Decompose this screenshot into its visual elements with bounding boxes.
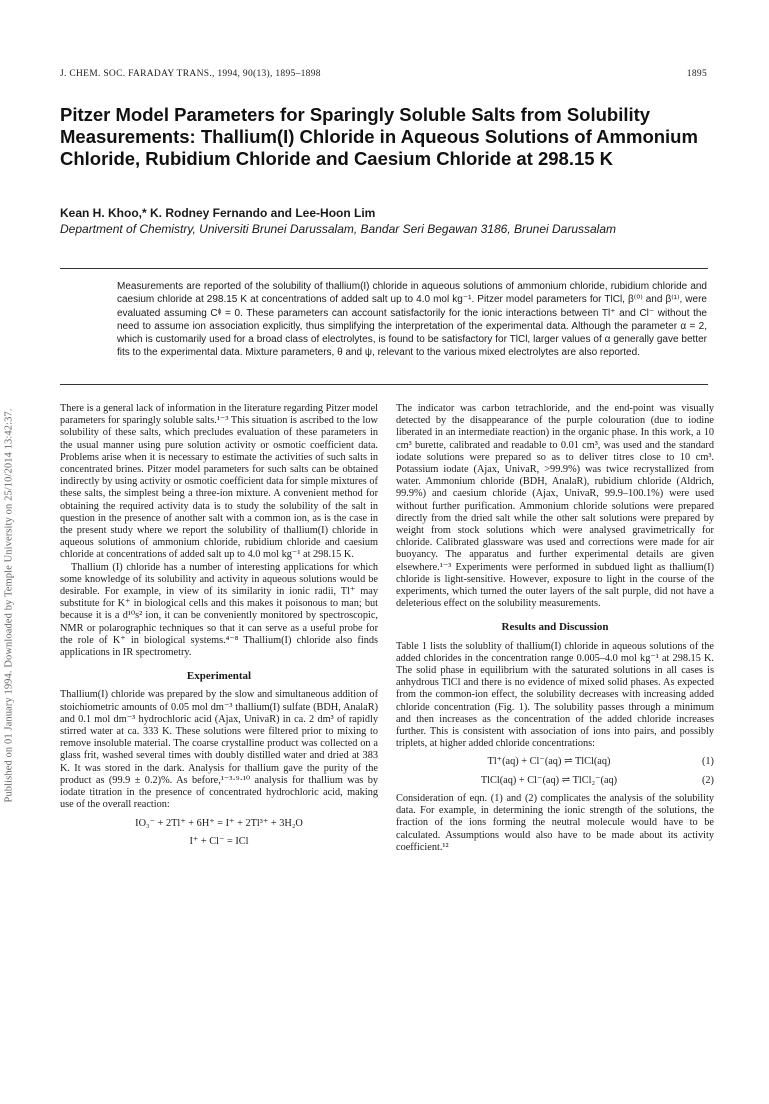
results-paragraph-1: Table 1 lists the solublity of thallium(I) chloride in aqueous solutions of the added chlorides in the concentration range 0.005–4.0 mol kg⁻¹ at 298.15 K. The solid phase in equilibrium with the saturated solutions in all cases is anhydrous TlCl and there is no evidence of mixed solid phases. As expected from the common-ion effect, the solubility decreases with increasing added chloride concentration (Fig. 1). The solubility passes through a minimum and then increases as the concentration of the added chloride increases further. This is consistent with association of ions into pairs, and possibly triplets, at higher added chloride concentrations: [396,640,714,750]
experimental-paragraph-2: The indicator was carbon tetrachloride, and the end-point was visually detected by the disappearance of the purple colouration (due to iodine liberated in an intermediate reaction) in the organic phase. In this work, a 10 cm³ burette, calibrated and readable to 0.01 cm³, was used and the standard iodate solutions were prepared so as to deliver titres close to 10 cm³. Potassium iodate (Ajax, UnivaR, >99.9%) was twice recrystallized from water. Ammonium chloride (BDH, AnalaR), rubidium chloride (Aldrich, 99.9%) and caesium chloride (Ajax, UnivaR, 99.9–100.1%) were used without further purification. Ammonium chloride solutions were prepared directly from the dried salt while the other salt solutions were prepared by weight from stock solutions which were analysed gravimetrically for chloride. Calibrated glassware was used and corrections were made for air buoyancy. The apparatus and further experimental details are given elsewhere.¹⁻³ Experiments were performed in subdued light as thallium(I) chloride is light-sensitive. However, exposure to light in the course of the experiments, which turned the outer layers of the salt purple, did not have a deleterious effect on the solubility measurements. [396,403,714,610]
equation-1-expression: Tl⁺(aq) + Cl⁻(aq) ⇌ TlCl(aq) [487,756,611,768]
results-paragraph-2: Consideration of eqn. (1) and (2) complicates the analysis of the solubility data. For example, in determining the ionic strength of the solutions, the fraction of the ions forming the neutral molecule would have to be calculated. Assumptions would also have to be made about its activity coefficient.¹² [396,792,714,853]
iodate-reaction-text: IO₃⁻ + 2Tl⁺ + 6H⁺ = I⁺ + 2Tl³⁺ + 3H₂O [135,817,303,829]
iodate-reaction-equation [60,818,378,830]
abstract: Measurements are reported of the solubility of thallium(I) chloride in aqueous solutions of ammonium chloride, rubidium chloride and caesium chloride at 298.15 K at concentrations of added salt up to 4.0 mol kg⁻¹. Pitzer model parameters for TlCl, β⁽⁰⁾ and β⁽¹⁾, were evaluated assuming Cᶲ = 0. These parameters can account satisfactorily for the ionic interactions between Tl⁺ and Cl⁻ without the need to assume ion association explicitly, thus simplifying the interpretation of the experimental data. Although the parameter α = 2, which is customarily used for a broad class of electrolytes, is found to be satisfactory for TlCl, larger values of α generally gave better fits to the experimental data. Mixture parameters, θ and ψ, relevant to the various mixed electrolytes are also reported. [117,281,707,359]
journal-citation: J. CHEM. SOC. FARADAY TRANS., 1994, 90(13), 1895–1898 [60,69,321,79]
equation-1-number: (1) [701,756,714,768]
right-column [396,403,714,854]
experimental-paragraph-1: Thallium(I) chloride was prepared by the slow and simultaneous addition of stoichiometric amounts of 0.05 mol dm⁻³ thallium(I) sulfate (BDH, AnalaR) and 0.1 mol dm⁻³ hydrochloric acid (Ajax, UnivaR) in ca. 2 dm³ of rapidly stirred water at ca. 333 K. These solutions were filtered prior to mixing to remove insoluble material. The coarse crystalline product was collected on a glass frit, washed several times with doubly distilled water and dried at 383 K. It was stored in the dark. Analysis for thallium gave the purity of the product as (99.9 ± 0.2)%. As before,¹⁻³·⁹·¹⁰ analysis for thallium was by iodate titration in the presence of concentrated hydrochloric acid, making use of the overall reaction: [60,689,378,811]
abstract-bottom-rule [60,384,708,385]
download-watermark [0,240,18,970]
results-heading: Results and Discussion [501,621,609,634]
download-watermark-text: Published on 01 January 1994. Downloaded by Temple University on 25/10/2014 13:42:37. [3,408,15,802]
intro-paragraph-1: There is a general lack of information in the literature regarding Pitzer model parameters for sparingly soluble salts.¹⁻³ This situation is ascribed to the low solubility of these salts, which precludes evaluation of these parameters in the usual manner using pure solution activity or osmotic coefficient data. Problems arise when it is necessary to estimate the activities of such salts in concentrated brines. Pitzer model parameters for such salts can be obtained indirectly by using activity or osmotic coefficient data for simple mixtures of these salts, the simplest being a three-ion mixture. A convenient method for obtaining the required activity data is to study the solubility of the salt in question in the presence of another salt with a common ion, as is the case in the present study where we report the solubility of thallium(I) chloride in aqueous solutions of ammonium chloride, rubidium chloride and caesium chloride at concentrations of added salt up to 4.0 mol kg⁻¹ at 298.15 K. [60,403,378,561]
abstract-top-rule [60,268,708,269]
author-list: Kean H. Khoo,* K. Rodney Fernando and Lee-Hoon Lim [60,206,376,220]
equation-2-number: (2) [701,774,714,786]
equation-2-expression: TlCl(aq) + Cl⁻(aq) ⇌ TlCl₂⁻(aq) [480,774,618,786]
equation-1 [396,756,714,768]
page-number: 1895 [686,69,707,79]
icl-reaction-equation [60,836,378,848]
experimental-heading: Experimental [186,670,252,683]
article-title: Pitzer Model Parameters for Sparingly Soluble Salts from Solubility Measurements: Thallium(I) Chloride in Aqueous Solutions of Ammonium Chloride, Rubidium Chloride and Caesium Chloride at 298.15 K [60,104,698,169]
icl-reaction-text: I⁺ + Cl⁻ = ICl [189,835,249,847]
intro-paragraph-2: Thallium (I) chloride has a number of interesting applications for which some knowledge of its solubility and activity in aqueous solutions would be desirable. For example, in view of its similarity in ionic radii, Tl⁺ may substitute for K⁺ in biological cells and this makes it poisonous to man; but because it is a d¹⁰s² ion, it can be conveniently monitored by spectroscopic, NMR or polarographic techniques so that it can serve as a useful probe for the role of K⁺ in biological systems.⁴⁻⁸ Thallium(I) chloride also finds applications in IR spectrometry. [60,561,378,659]
left-column [60,403,378,854]
running-header [60,69,707,83]
equation-2 [396,775,714,787]
affiliation: Department of Chemistry, Universiti Brunei Darussalam, Bandar Seri Begawan 3186, Brunei Darussalam [60,222,617,236]
